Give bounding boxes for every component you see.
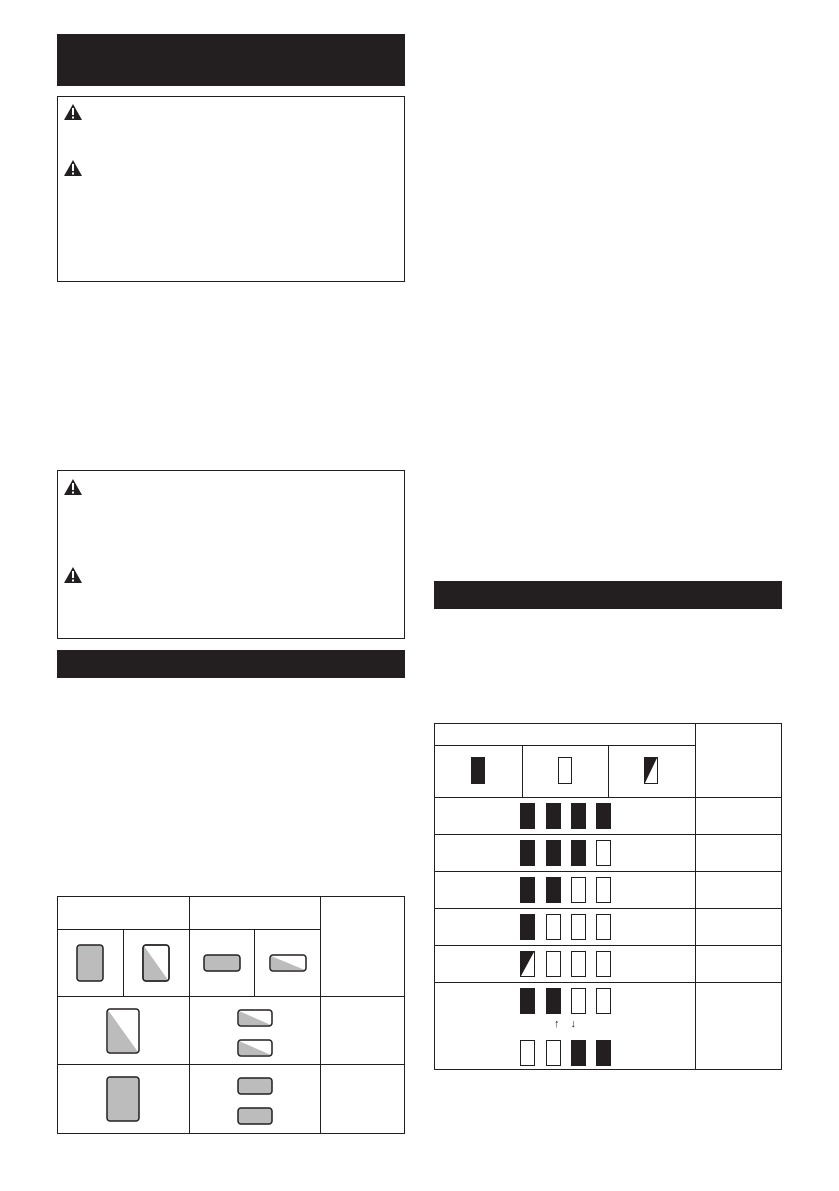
lamp-off-icon: [596, 951, 611, 977]
right-section-banner: [434, 581, 782, 609]
battery-light-table: [57, 896, 405, 1134]
lamp-off-icon: [558, 757, 572, 784]
bar-light-half-icon: [269, 954, 307, 972]
header-group-2: [189, 897, 320, 930]
lamp-lighted-icon: [520, 988, 535, 1014]
header-group-1: [58, 897, 190, 930]
lamp-off-icon: [546, 951, 561, 977]
battery-light-row-1-left: [58, 997, 190, 1065]
warning-triangle-icon: [64, 160, 82, 176]
legend-cell: [255, 930, 321, 997]
lamp-off-icon: [596, 877, 611, 903]
left-section-banner: [57, 650, 405, 678]
lamp-off-icon: [596, 840, 611, 866]
lamp-lighted-icon: [546, 877, 561, 903]
lamp-blinking-icon: [520, 951, 535, 977]
warning-box-1: [57, 96, 405, 282]
remarks-header: [321, 897, 405, 997]
lamp-lighted-icon: [571, 840, 586, 866]
lamp-off-icon: [571, 988, 586, 1014]
battery-light-on-icon: [106, 1076, 140, 1122]
warning-box-2: [57, 470, 405, 639]
lamp-off-icon: [596, 914, 611, 940]
warning-triangle-icon: [64, 104, 82, 120]
lamp-off-icon: [546, 914, 561, 940]
lamp-off-icon: [546, 1040, 561, 1066]
lamp-lighted-icon: [520, 803, 535, 829]
alternating-arrows: ↑ ↓: [554, 1018, 581, 1030]
lamp-lighted-icon: [520, 914, 535, 940]
battery-light-row-2-remarks: [321, 1065, 405, 1134]
warning-triangle-icon: [64, 479, 82, 495]
lamp-off-icon: [571, 951, 586, 977]
lamp-off-icon: [571, 914, 586, 940]
lamp-lighted-icon: [596, 803, 611, 829]
lamp-lighted-icon: [520, 877, 535, 903]
battery-light-on-icon: [76, 944, 104, 982]
bar-light-half-icon: [237, 1039, 273, 1057]
bar-light-on-icon: [203, 954, 241, 972]
lamp-lighted-icon: [571, 803, 586, 829]
lamp-off-icon: [520, 1040, 535, 1066]
legend-cell: [58, 930, 124, 997]
battery-light-row-2-middle: [189, 1065, 320, 1134]
battery-light-row-1-remarks: [321, 997, 405, 1065]
lamp-off-icon: [571, 877, 586, 903]
battery-light-row-1-middle: [189, 997, 320, 1065]
bar-light-on-icon: [237, 1107, 273, 1125]
lamp-lighted-icon: [546, 803, 561, 829]
lamp-lighted-icon: [546, 988, 561, 1014]
legend-cell: [189, 930, 255, 997]
legend-cell: [123, 930, 189, 997]
lamp-lighted-icon: [571, 1040, 586, 1066]
lamp-lighted-icon: [596, 1040, 611, 1066]
battery-light-half-icon: [142, 944, 170, 982]
warning-triangle-icon: [64, 567, 82, 583]
lamp-lighted-icon: [471, 757, 485, 784]
lamp-blinking-icon: [644, 757, 658, 784]
top-section-banner: [57, 34, 405, 86]
lamp-lighted-icon: [520, 840, 535, 866]
lamp-lighted-icon: [546, 840, 561, 866]
lamp-off-icon: [596, 988, 611, 1014]
battery-light-half-icon: [106, 1008, 140, 1054]
capacity-table: [434, 723, 782, 1070]
battery-light-row-2-left: [58, 1065, 190, 1134]
bar-light-on-icon: [237, 1077, 273, 1095]
bar-light-half-icon: [237, 1009, 273, 1027]
